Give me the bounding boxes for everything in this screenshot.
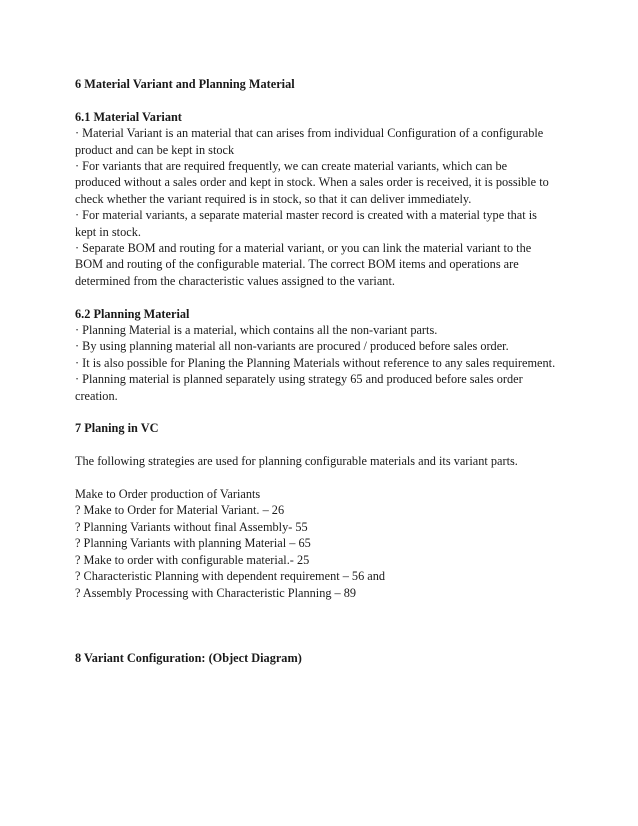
strategy-item: ? Planning Variants with planning Material – 65 [75,536,311,551]
section-6-1-line: product and can be kept in stock [75,142,235,157]
strategy-item: ? Characteristic Planning with dependent requirement – 56 and [75,569,386,584]
section-6-2-line: creation. [75,388,118,403]
section-6-1-line: · For material variants, a separate material master record is created with a material type that is [75,208,537,223]
document-page [75,76,595,666]
section-6-1-line: · Separate BOM and routing for a material variant, or you can link the material variant to the [75,241,532,256]
section-6-2-heading: 6.2 Planning Material [75,306,190,321]
section-6-1-line: · Material Variant is an material that can arises from individual Configuration of a configurable [75,126,544,141]
section-7-heading: 7 Planing in VC [75,421,159,436]
section-6-heading: 6 Material Variant and Planning Material [75,77,295,91]
section-6-1-line: kept in stock. [75,224,141,239]
section-6-2-line: · Planning material is planned separately using strategy 65 and produced before sales order [75,372,523,387]
section-8-heading: 8 Variant Configuration: (Object Diagram) [75,650,302,665]
section-6-1-heading: 6.1 Material Variant [75,109,182,124]
section-6-1-line: produced without a sales order and kept in stock. When a sales order is received, it is possible to [75,175,549,190]
strategy-item: ? Assembly Processing with Characteristic Planning – 89 [75,585,357,600]
section-6-1-line: BOM and routing of the configurable material. The correct BOM items and operations are [75,257,519,272]
strategy-list-title: Make to Order production of Variants [75,487,261,502]
strategy-item: ? Make to Order for Material Variant. – 26 [75,503,285,518]
section-6-2-line: · It is also possible for Planing the Planning Materials without reference to any sales requirement. [75,355,556,370]
strategy-item: ? Planning Variants without final Assembly- 55 [75,519,308,534]
section-6-2-line: · Planning Material is a material, which contains all the non-variant parts. [75,323,438,338]
section-6-1-line: · For variants that are required frequently, we can create material variants, which can be [75,159,508,174]
section-6-2-line: · By using planning material all non-variants are procured / produced before sales order. [75,339,509,354]
section-7-intro: The following strategies are used for planning configurable materials and its variant parts. [75,454,518,469]
section-6-1-line: determined from the characteristic values assigned to the variant. [75,273,395,288]
strategy-item: ? Make to order with configurable material.- 25 [75,552,310,567]
section-6-1-line: check whether the variant required is in stock, so that it can deliver immediately. [75,191,472,206]
